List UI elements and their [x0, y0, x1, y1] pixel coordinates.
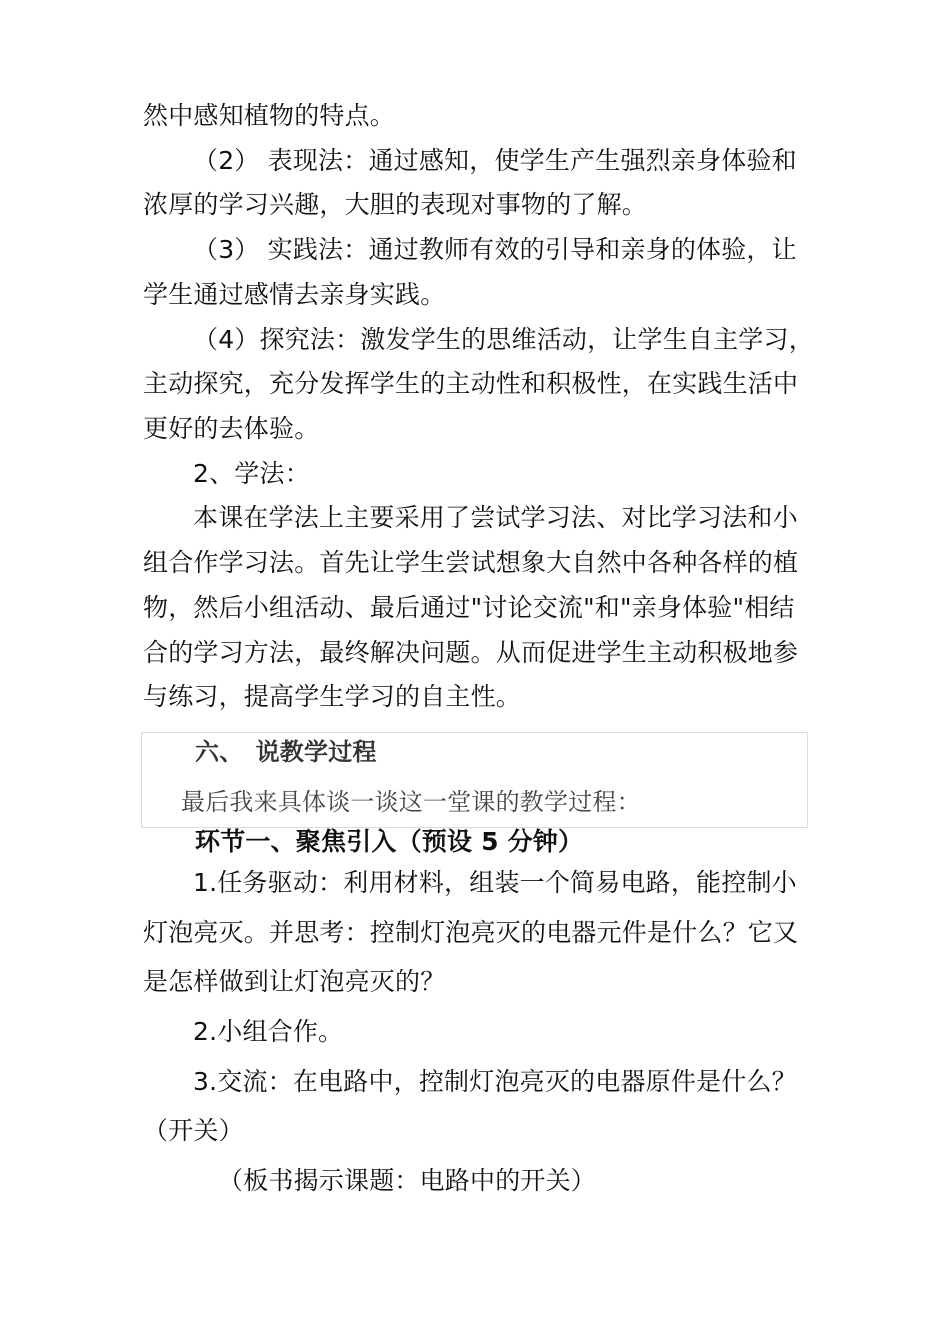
paragraph-line: 合的学习方法，最终解决问题。从而促进学生主动积极地参 [143, 638, 799, 667]
paragraph-line: 组合作学习法。首先让学生尝试想象大自然中各种各样的植 [143, 548, 799, 577]
paragraph-line: 本课在学法上主要采用了尝试学习法、对比学习法和小 [193, 503, 798, 532]
step-line: （板书揭示课题：电路中的开关） [218, 1166, 597, 1195]
paragraph-line: （3） 实践法：通过教师有效的引导和亲身的体验，让 [193, 235, 797, 264]
step-line: 3.交流：在电路中，控制灯泡亮灭的电器原件是什么？ [193, 1067, 797, 1096]
paragraph-line: （2） 表现法：通过感知，使学生产生强烈亲身体验和 [193, 146, 797, 175]
step-line: 是怎样做到让灯泡亮灭的？ [143, 967, 446, 996]
step-line: 1.任务驱动：利用材料，组装一个简易电路，能控制小 [193, 868, 797, 897]
step-line: 灯泡亮灭。并思考：控制灯泡亮灭的电器元件是什么？它又 [143, 918, 799, 947]
step-line: （开关） [143, 1116, 244, 1145]
paragraph-line: （4）探究法：激发学生的思维活动，让学生自主学习， [193, 325, 814, 354]
paragraph-line: 更好的去体验。 [143, 414, 320, 443]
paragraph-line: 然中感知植物的特点。 [143, 101, 396, 130]
step-title: 环节一、聚焦引入（预设 5 分钟） [195, 827, 584, 856]
section-subtitle: 2、学法： [193, 459, 310, 488]
paragraph-line: 学生通过感情去亲身实践。 [143, 280, 446, 309]
paragraph-line: 物，然后小组活动、最后通过"讨论交流"和"亲身体验"相结 [143, 593, 795, 622]
section-heading: 六、 说教学过程 [195, 738, 377, 766]
paragraph-line: 浓厚的学习兴趣，大胆的表现对事物的了解。 [143, 190, 648, 219]
section-intro: 最后我来具体谈一谈这一堂课的教学过程： [181, 788, 641, 816]
paragraph-line: 主动探究，充分发挥学生的主动性和积极性，在实践生活中 [143, 369, 799, 398]
step-line: 2.小组合作。 [193, 1017, 344, 1046]
paragraph-line: 与练习，提高学生学习的自主性。 [143, 682, 522, 711]
